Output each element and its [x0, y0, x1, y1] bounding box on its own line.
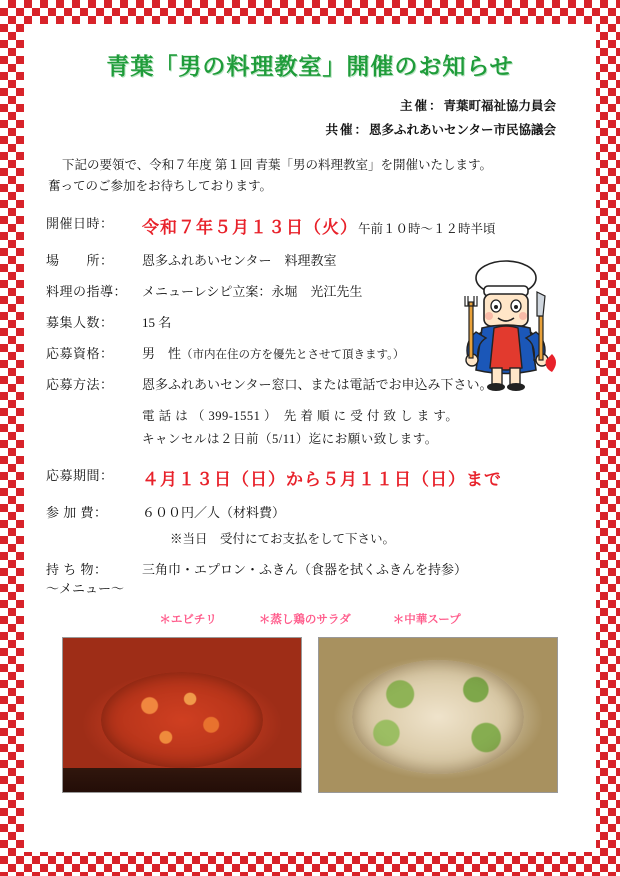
detail-key: 料理の指導：: [46, 284, 128, 299]
page-title: 青葉「男の料理教室」開催のお知らせ: [106, 54, 514, 80]
phone-block: [142, 405, 574, 451]
chili-shrimp-photo: [62, 637, 302, 793]
detail-row-datetime: [46, 213, 574, 238]
detail-value: 15 名: [142, 315, 172, 330]
detail-row-application: [46, 374, 574, 393]
poster-inner: [24, 24, 596, 852]
menu-item: ＊中華スープ: [392, 612, 461, 627]
phone-line-2: キャンセルは２日前（5/11）迄にお願い致します。: [142, 432, 438, 447]
sponsor-row: [46, 119, 556, 143]
detail-value: 恩多ふれあいセンター窓口、または電話でお申込み下さい。: [142, 377, 493, 392]
chicken-salad-photo: [318, 637, 558, 793]
detail-key: 開催日時：: [46, 216, 114, 231]
menu-item-list: [46, 611, 574, 627]
detail-row-instructor: [46, 281, 574, 300]
detail-row-period: [46, 465, 574, 490]
intro-line-1: 下記の要領で、令和７年度 第１回 青葉「男の料理教室」を開催いたします。: [62, 157, 493, 172]
detail-key: 応募期間：: [46, 468, 114, 484]
detail-row-bring: [46, 559, 574, 578]
detail-value: メニューレシピ立案：永堀 光江先生: [142, 284, 363, 299]
sponsor-label: 主催：: [399, 99, 444, 113]
detail-value: ６００円／人（材料費）: [142, 505, 286, 521]
sponsor-row: [46, 95, 556, 119]
photo-row: [46, 637, 574, 793]
detail-key: 応募資格：: [46, 346, 114, 361]
detail-key: 持 ち 物：: [46, 562, 108, 578]
detail-row-place: [46, 250, 574, 269]
fee-note: ※当日 受付にてお支払をして下さい。: [170, 532, 396, 547]
detail-value-time: 午前１０時〜１２時半頃: [358, 222, 496, 236]
detail-value-date: 令和７年５月１３日（火）: [142, 218, 358, 237]
detail-key: 参 加 費：: [46, 505, 108, 521]
menu-item: ＊エビチリ: [159, 612, 217, 627]
intro-line-2: 奮ってのご参加をお待ちしております。: [48, 178, 273, 193]
detail-key: 場 所：: [46, 253, 114, 268]
detail-value: 恩多ふれあいセンター 料理教室: [142, 253, 337, 268]
detail-note: （市内在住の方を優先とさせて頂きます。）: [181, 349, 405, 361]
menu-heading: 〜メニュー〜: [46, 581, 125, 597]
detail-value: 三角巾・エプロン・ふきん（食器を拭くふきんを持参）: [142, 562, 468, 578]
detail-row-fee: [46, 502, 574, 521]
detail-key: 募集人数：: [46, 315, 114, 330]
detail-value-period: ４月１３日（日）から５月１１日（日）まで: [142, 470, 502, 490]
detail-row-eligibility: [46, 343, 574, 362]
sponsor-label: 共催：: [325, 122, 369, 137]
phone-line-1: 電 話 は （ 399-1551 ） 先 着 順 に 受 付 致 し ま す。: [142, 409, 459, 423]
intro-paragraph: [48, 155, 572, 198]
detail-key: 応募方法：: [46, 377, 114, 392]
sponsor-value: 青葉町福祉協力員会: [443, 99, 556, 113]
detail-value: 男 性: [142, 346, 182, 361]
menu-item: ＊蒸し鶏のサラダ: [258, 612, 351, 627]
sponsor-value: 恩多ふれあいセンター市民協議会: [368, 122, 556, 137]
detail-row-capacity: [46, 312, 574, 331]
sponsor-block: [46, 95, 574, 143]
